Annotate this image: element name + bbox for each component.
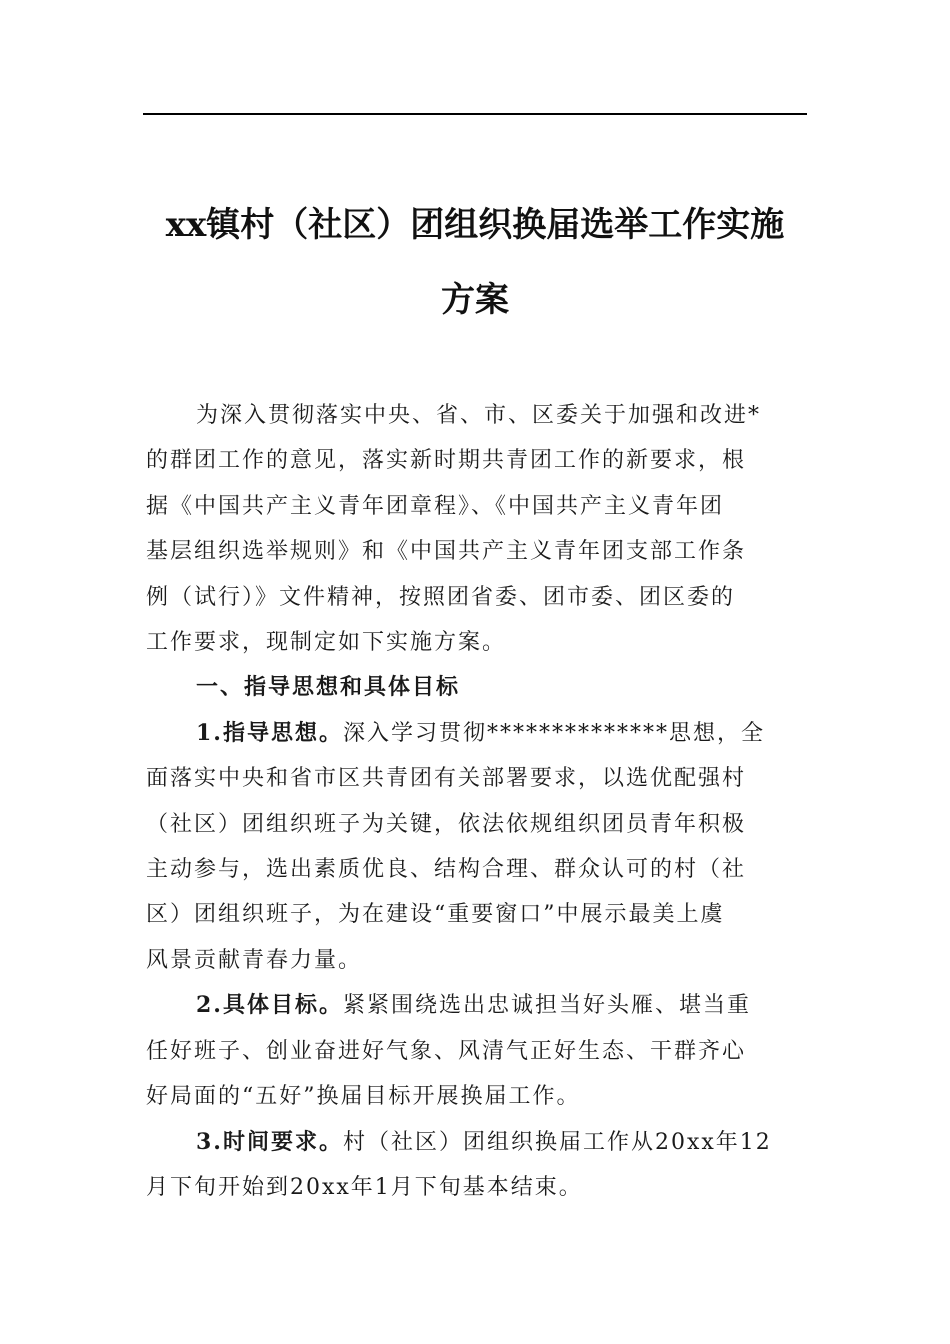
text-line (146, 711, 806, 756)
document-body (146, 393, 806, 1210)
text-line: 主动参与，选出素质优良、结构合理、群众认可的村（社 (146, 857, 747, 883)
text-line (146, 983, 806, 1028)
header-rule (143, 113, 807, 115)
item-1-label: 1.指导思想。 (196, 719, 343, 746)
text-line: 任好班子、创业奋进好气象、风清气正好生态、干群齐心 (146, 1038, 747, 1064)
item-3-text: 村（社区）团组织换届工作从20xx年12 (342, 1129, 772, 1155)
section-heading (146, 665, 806, 710)
document-title (143, 188, 807, 338)
intro-paragraph (146, 393, 806, 665)
text-line: 为深入贯彻落实中央、省、市、区委关于加强和改进* (196, 403, 762, 428)
title-line-2: 方案 (441, 280, 509, 320)
text-line: 工作要求，现制定如下实施方案。 (146, 630, 507, 656)
item-2-label: 2.具体目标。 (196, 992, 343, 1019)
text-line (146, 1120, 806, 1165)
text-line: 好局面的“五好”换届目标开展换届工作。 (146, 1084, 581, 1110)
text-line: 据《中国共产主义青年团章程》、《中国共产主义青年团 (146, 493, 725, 519)
item-1-text: 深入学习贯彻**************思想，全 (342, 720, 765, 746)
text-line: 月下旬开始到20xx年1月下旬基本结束。 (146, 1174, 583, 1200)
text-line: （社区）团组织班子为关键，依法依规组织团员青年积极 (146, 811, 747, 837)
section-1-heading: 一、指导思想和具体目标 (196, 674, 461, 701)
text-line: 风景贡献青春力量。 (146, 947, 363, 973)
item-2-text: 紧紧围绕选出忠诚担当好头雁、堪当重 (342, 993, 751, 1019)
item-3-label: 3.时间要求。 (196, 1128, 343, 1155)
text-line: 例（试行）》文件精神，按照团省委、团市委、团区委的 (146, 584, 736, 610)
text-line: 区）团组织班子，为在建设“重要窗口”中展示最美上虞 (146, 902, 725, 928)
text-line: 基层组织选举规则》和《中国共产主义青年团支部工作条 (146, 539, 747, 565)
item-1-paragraph (146, 711, 806, 983)
text-line: 的群团工作的意见，落实新时期共青团工作的新要求，根 (146, 448, 747, 474)
item-2-paragraph (146, 983, 806, 1119)
title-line-1: xx镇村（社区）团组织换届选举工作实施 (165, 205, 785, 245)
item-3-paragraph (146, 1120, 806, 1211)
text-line: 面落实中央和省市区共青团有关部署要求，以选优配强村 (146, 766, 747, 792)
